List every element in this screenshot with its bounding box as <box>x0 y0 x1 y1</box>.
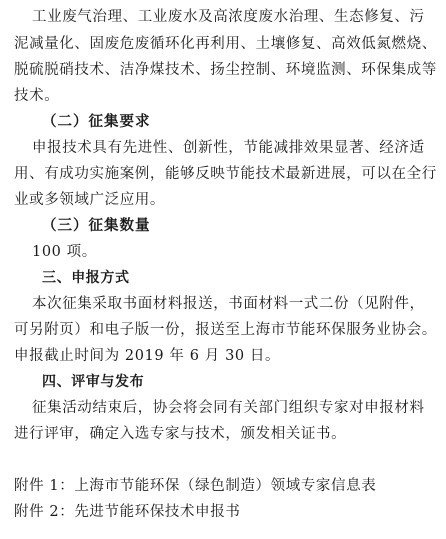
review-line-1: 征集活动结束后，协会将会同有关部门组织专家对申报材料 <box>32 400 425 416</box>
attachment-1: 附件 1：上海市节能环保（绿色制造）领域专家信息表 <box>14 478 377 494</box>
requirements-line-3: 业或多领域广泛应用。 <box>14 192 165 208</box>
requirements-heading: （二）征集要求 <box>42 113 151 130</box>
intro-line-2: 泥减量化、固废危废循环化再利用、土壤修复、高效低氮燃烧、 <box>14 36 437 52</box>
intro-line-4: 技术。 <box>14 88 60 104</box>
requirements-line-2: 用、有成功实施案例，能够反映节能技术最新进展，可以在全行 <box>14 166 437 182</box>
quantity-line-1: 100 项。 <box>32 244 97 260</box>
review-heading: 四、评审与发布 <box>42 374 145 390</box>
intro-line-3: 脱硫脱硝技术、洁净煤技术、扬尘控制、环境监测、环保集成等 <box>14 62 437 78</box>
attachment-2: 附件 2：先进节能环保技术申报书 <box>14 504 241 520</box>
method-line-3: 申报截止时间为 2019 年 6 月 30 日。 <box>14 348 281 364</box>
method-line-1: 本次征集采取书面材料报送，书面材料一式二份（见附件， <box>32 296 425 312</box>
intro-line-1: 工业废气治理、工业废水及高浓度废水治理、生态修复、污 <box>32 9 425 25</box>
method-heading: 三、申报方式 <box>42 270 130 286</box>
review-line-2: 进行评审，确定入选专家与技术，颁发相关证书。 <box>14 426 347 442</box>
requirements-line-1: 申报技术具有先进性、创新性，节能减排效果显著、经济适 <box>32 140 425 156</box>
method-line-2: 可另附页）和电子版一份，报送至上海市节能环保服务业协会。 <box>14 322 437 338</box>
quantity-heading: （三）征集数量 <box>42 217 151 234</box>
